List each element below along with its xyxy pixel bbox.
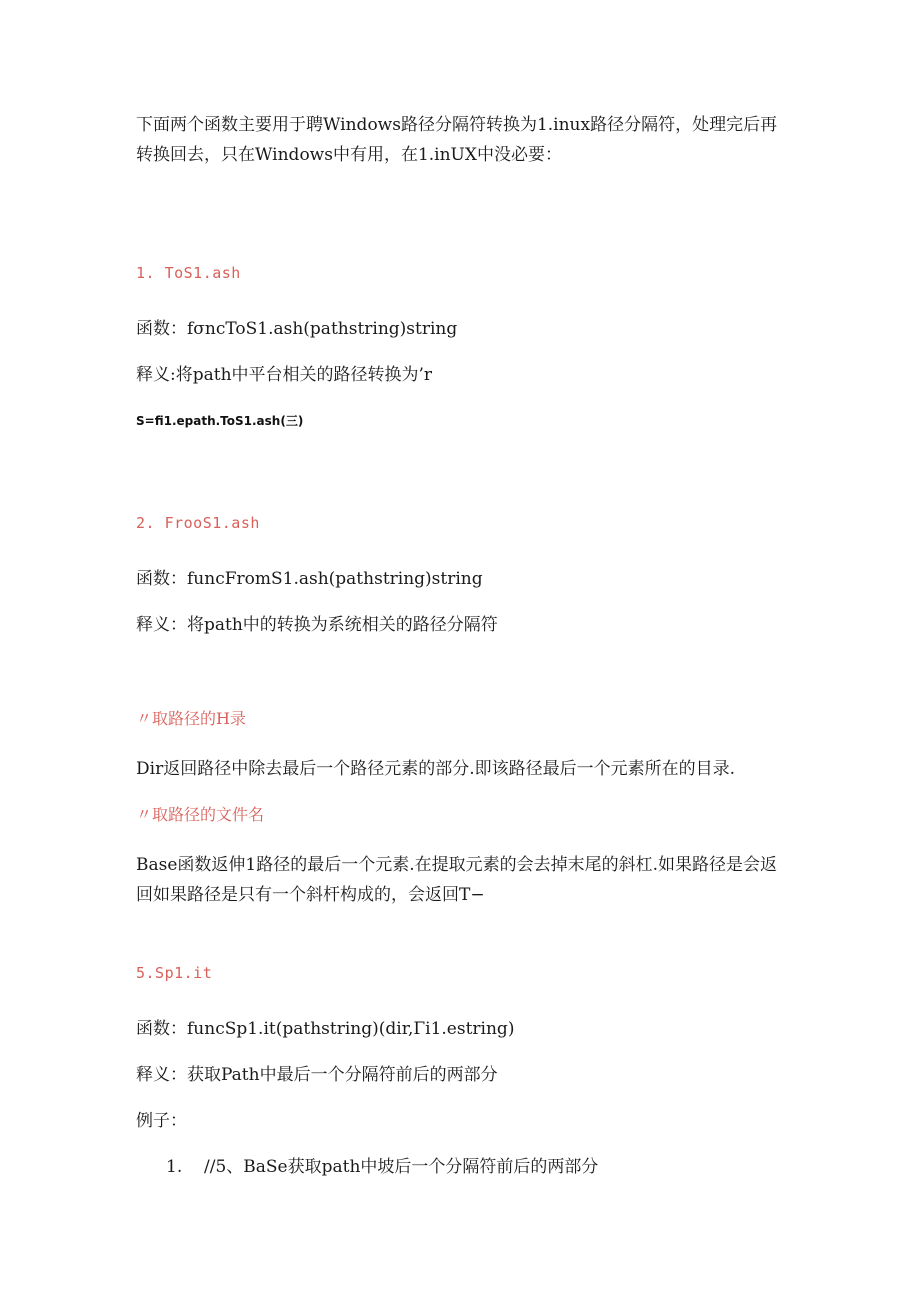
- intro-paragraph: 下面两个函数主要用于聘Windows路径分隔符转换为1.inux路径分隔符，处理完后再转换回去，只在Windows中有用，在1.inUX中没必要：: [136, 115, 778, 165]
- base-description: Base函数返伸1路径的最后一个元素.在提取元素的会去掉末尾的斜杠.如果路径是会返回如果路径是只有一个斜杆构成的，会返回T−: [136, 855, 778, 905]
- toslash-example-code: S=fi1.epath.ToS1.ash(三): [136, 414, 304, 428]
- split-explanation: 释义：获取Path中最后一个分隔符前后的两部分: [136, 1065, 498, 1085]
- section-heading-toslash: 1. ToS1.ash: [136, 264, 241, 282]
- section-heading-fromslash: 2. FrooS1.ash: [136, 514, 260, 532]
- fromslash-explanation: 释义：将path中的转换为系统相关的路径分隔符: [136, 615, 498, 635]
- dir-description: Dir返回路径中除去最后一个路径元素的部分.即该路径最后一个元素所在的目录.: [136, 759, 735, 779]
- base-comment: 〃取路径的文件名: [136, 805, 265, 824]
- list-item-number: 1.: [166, 1157, 183, 1177]
- dir-comment: 〃取路径的H录: [136, 709, 246, 728]
- section-heading-split: 5.Sp1.it: [136, 964, 213, 982]
- list-item-text: //5、BaSe获取path中坡后一个分隔符前后的两部分: [204, 1157, 599, 1177]
- toslash-signature: 函数：fσncToS1.ash(pathstring)string: [136, 319, 458, 339]
- toslash-explanation: 释义:将path中平台相关的路径转换为’r: [136, 365, 433, 385]
- split-signature: 函数：funcSp1.it(pathstring)(dir,Γi1.estring): [136, 1019, 515, 1039]
- fromslash-signature: 函数：funcFromS1.ash(pathstring)string: [136, 569, 483, 589]
- split-example-label: 例子：: [136, 1111, 187, 1131]
